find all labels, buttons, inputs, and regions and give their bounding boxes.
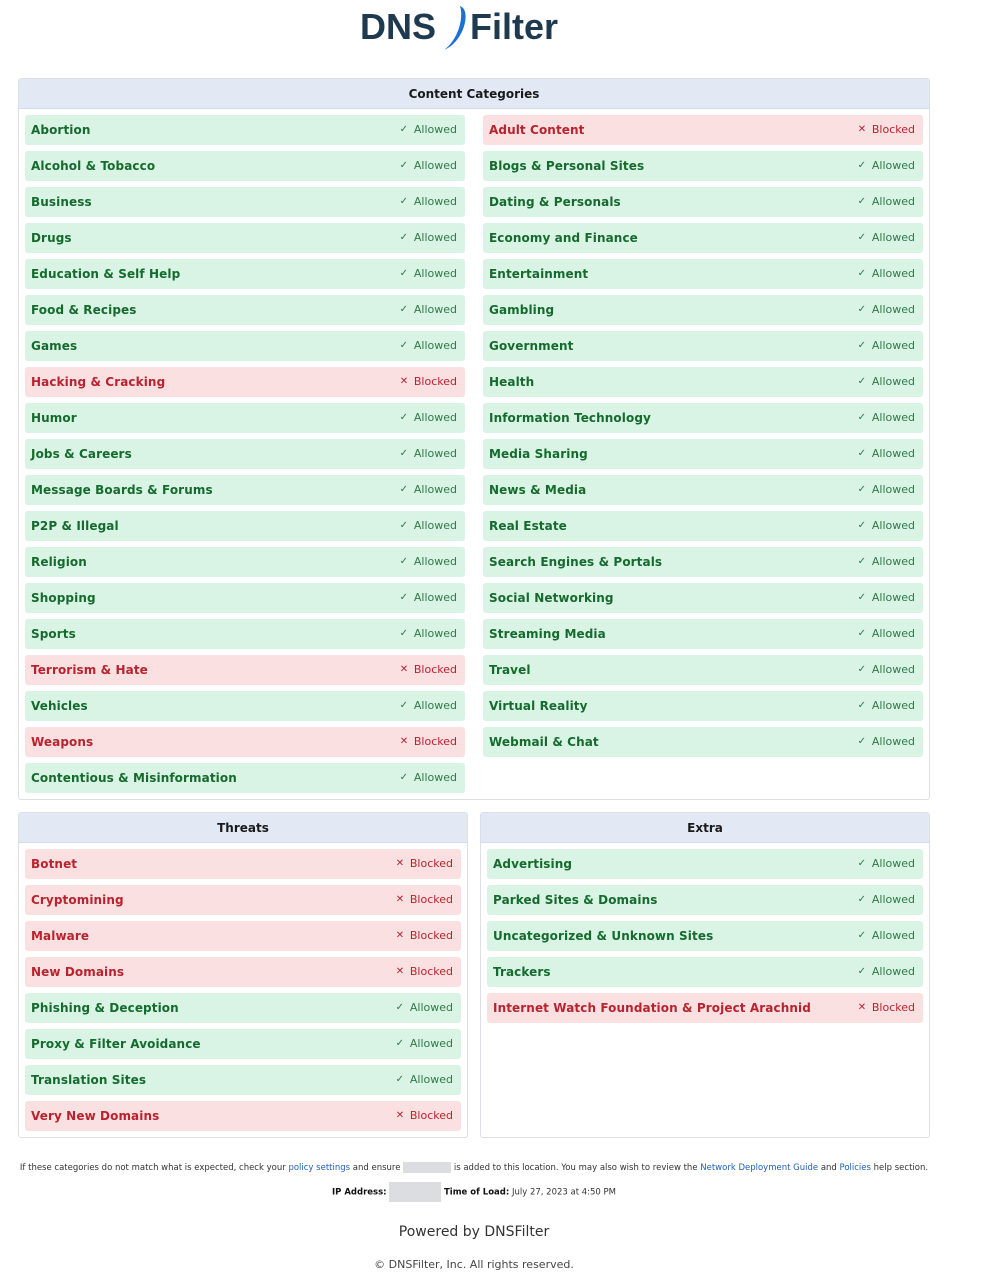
extra-panel bbox=[480, 812, 930, 1138]
category-label: Internet Watch Foundation & Project Arachnid bbox=[493, 1001, 811, 1015]
status-text: Allowed bbox=[413, 590, 457, 604]
network-deployment-guide-link[interactable]: Network Deployment Guide bbox=[700, 1163, 819, 1173]
check-icon: ✓ bbox=[399, 303, 409, 315]
status-badge bbox=[399, 555, 457, 568]
status-badge bbox=[857, 663, 915, 676]
status-badge bbox=[395, 1037, 453, 1050]
status-badge bbox=[395, 1109, 453, 1122]
category-label: Gambling bbox=[489, 303, 555, 317]
category-label: News & Media bbox=[489, 483, 587, 497]
category-label: Contentious & Misinformation bbox=[31, 771, 237, 785]
category-row bbox=[25, 885, 461, 915]
footer-text: and bbox=[820, 1163, 837, 1173]
category-label: Vehicles bbox=[31, 699, 88, 713]
check-icon: ✓ bbox=[857, 195, 867, 207]
status-badge bbox=[395, 1073, 453, 1086]
check-icon: ✓ bbox=[399, 267, 409, 279]
category-label: Jobs & Careers bbox=[31, 447, 132, 461]
category-row bbox=[25, 1101, 461, 1131]
category-label: Games bbox=[31, 339, 78, 353]
status-text: Allowed bbox=[409, 1036, 453, 1050]
logo-text-dns: DNS bbox=[360, 6, 437, 47]
x-icon: ✕ bbox=[395, 965, 405, 977]
category-row bbox=[483, 619, 923, 649]
logo-swoosh-icon bbox=[444, 6, 466, 50]
category-row bbox=[483, 187, 923, 217]
check-icon: ✓ bbox=[857, 375, 867, 387]
status-text: Blocked bbox=[871, 1000, 915, 1014]
check-icon: ✓ bbox=[399, 159, 409, 171]
category-label: Information Technology bbox=[489, 411, 651, 425]
status-text: Allowed bbox=[409, 1072, 453, 1086]
category-row bbox=[25, 331, 465, 361]
status-badge bbox=[399, 123, 457, 136]
category-label: Adult Content bbox=[489, 123, 585, 137]
time-of-load-label: Time of Load: bbox=[443, 1187, 510, 1198]
x-icon: ✕ bbox=[399, 375, 409, 387]
status-text: Allowed bbox=[413, 626, 457, 640]
redacted-ip bbox=[403, 1162, 451, 1173]
status-badge bbox=[395, 857, 453, 870]
status-text: Allowed bbox=[871, 964, 915, 978]
status-text: Allowed bbox=[871, 302, 915, 316]
status-badge bbox=[857, 627, 915, 640]
x-icon: ✕ bbox=[857, 123, 867, 135]
status-text: Allowed bbox=[413, 194, 457, 208]
category-label: Food & Recipes bbox=[31, 303, 137, 317]
category-row bbox=[483, 655, 923, 685]
status-text: Allowed bbox=[413, 122, 457, 136]
category-row bbox=[25, 727, 465, 757]
check-icon: ✓ bbox=[399, 447, 409, 459]
check-icon: ✓ bbox=[399, 699, 409, 711]
x-icon: ✕ bbox=[857, 1001, 867, 1013]
category-row bbox=[483, 151, 923, 181]
check-icon: ✓ bbox=[857, 303, 867, 315]
category-label: Economy and Finance bbox=[489, 231, 638, 245]
status-badge bbox=[399, 663, 457, 676]
status-badge bbox=[857, 411, 915, 424]
status-badge bbox=[857, 735, 915, 748]
extra-title: Extra bbox=[481, 813, 929, 843]
category-row bbox=[483, 583, 923, 613]
category-label: Religion bbox=[31, 555, 87, 569]
check-icon: ✓ bbox=[857, 483, 867, 495]
category-label: Health bbox=[489, 375, 535, 389]
check-icon: ✓ bbox=[399, 339, 409, 351]
status-text: Blocked bbox=[413, 734, 457, 748]
category-row bbox=[25, 259, 465, 289]
logo-text-filter: Filter bbox=[470, 6, 559, 47]
status-badge bbox=[399, 375, 457, 388]
check-icon: ✓ bbox=[857, 663, 867, 675]
category-label: Virtual Reality bbox=[489, 699, 588, 713]
category-label: Uncategorized & Unknown Sites bbox=[493, 929, 714, 943]
status-text: Allowed bbox=[871, 554, 915, 568]
status-text: Allowed bbox=[871, 928, 915, 942]
category-label: Phishing & Deception bbox=[31, 1001, 179, 1015]
x-icon: ✕ bbox=[399, 663, 409, 675]
policy-settings-link[interactable]: policy settings bbox=[288, 1163, 351, 1173]
category-label: New Domains bbox=[31, 965, 125, 979]
status-badge bbox=[857, 339, 915, 352]
category-row bbox=[25, 655, 465, 685]
ip-address-label: IP Address: bbox=[332, 1187, 387, 1198]
check-icon: ✓ bbox=[399, 411, 409, 423]
category-label: Media Sharing bbox=[489, 447, 588, 461]
status-badge bbox=[399, 627, 457, 640]
status-text: Allowed bbox=[871, 856, 915, 870]
category-row bbox=[483, 475, 923, 505]
category-row bbox=[25, 993, 461, 1023]
category-label: Drugs bbox=[31, 231, 72, 245]
status-text: Allowed bbox=[413, 554, 457, 568]
category-label: P2P & Illegal bbox=[31, 519, 119, 533]
status-badge bbox=[399, 159, 457, 172]
category-row bbox=[487, 885, 923, 915]
category-label: Real Estate bbox=[489, 519, 567, 533]
category-label: Travel bbox=[489, 663, 531, 677]
category-row bbox=[487, 849, 923, 879]
status-text: Allowed bbox=[413, 698, 457, 712]
status-badge bbox=[857, 159, 915, 172]
category-row bbox=[483, 511, 923, 541]
category-row bbox=[483, 367, 923, 397]
category-row bbox=[483, 403, 923, 433]
status-badge bbox=[857, 1001, 915, 1014]
category-label: Weapons bbox=[31, 735, 94, 749]
x-icon: ✕ bbox=[395, 857, 405, 869]
category-label: Entertainment bbox=[489, 267, 589, 281]
check-icon: ✓ bbox=[395, 1073, 405, 1085]
status-badge bbox=[395, 1001, 453, 1014]
status-badge bbox=[395, 929, 453, 942]
status-text: Allowed bbox=[409, 1000, 453, 1014]
status-badge bbox=[857, 929, 915, 942]
check-icon: ✓ bbox=[857, 965, 867, 977]
status-badge bbox=[857, 375, 915, 388]
status-text: Allowed bbox=[413, 338, 457, 352]
status-text: Allowed bbox=[871, 410, 915, 424]
status-badge bbox=[399, 735, 457, 748]
check-icon: ✓ bbox=[857, 555, 867, 567]
status-text: Allowed bbox=[871, 266, 915, 280]
category-label: Government bbox=[489, 339, 574, 353]
status-badge bbox=[399, 519, 457, 532]
status-text: Allowed bbox=[413, 410, 457, 424]
check-icon: ✓ bbox=[399, 771, 409, 783]
status-badge bbox=[395, 965, 453, 978]
category-row bbox=[25, 511, 465, 541]
check-icon: ✓ bbox=[857, 339, 867, 351]
category-row bbox=[25, 115, 465, 145]
status-badge bbox=[399, 771, 457, 784]
check-icon: ✓ bbox=[399, 627, 409, 639]
category-label: Education & Self Help bbox=[31, 267, 181, 281]
category-row bbox=[25, 187, 465, 217]
check-icon: ✓ bbox=[857, 591, 867, 603]
status-badge bbox=[857, 231, 915, 244]
category-row bbox=[483, 727, 923, 757]
status-badge bbox=[857, 519, 915, 532]
status-text: Blocked bbox=[409, 1108, 453, 1122]
content-categories-title: Content Categories bbox=[19, 79, 929, 109]
category-label: Streaming Media bbox=[489, 627, 606, 641]
status-text: Blocked bbox=[409, 856, 453, 870]
status-badge bbox=[395, 893, 453, 906]
category-row bbox=[483, 439, 923, 469]
category-row bbox=[25, 367, 465, 397]
category-row bbox=[483, 223, 923, 253]
category-row bbox=[483, 691, 923, 721]
status-badge bbox=[857, 483, 915, 496]
category-row bbox=[25, 1029, 461, 1059]
status-text: Allowed bbox=[413, 518, 457, 532]
status-badge bbox=[399, 303, 457, 316]
status-badge bbox=[857, 267, 915, 280]
check-icon: ✓ bbox=[857, 735, 867, 747]
footer-note bbox=[0, 1162, 948, 1173]
status-text: Allowed bbox=[871, 482, 915, 496]
check-icon: ✓ bbox=[857, 267, 867, 279]
category-label: Very New Domains bbox=[31, 1109, 160, 1123]
category-row bbox=[25, 151, 465, 181]
status-badge bbox=[857, 303, 915, 316]
check-icon: ✓ bbox=[857, 929, 867, 941]
category-row bbox=[25, 849, 461, 879]
category-row bbox=[25, 619, 465, 649]
status-text: Blocked bbox=[409, 928, 453, 942]
status-badge bbox=[857, 447, 915, 460]
status-badge bbox=[857, 965, 915, 978]
category-row bbox=[487, 993, 923, 1023]
check-icon: ✓ bbox=[857, 447, 867, 459]
x-icon: ✕ bbox=[395, 1109, 405, 1121]
check-icon: ✓ bbox=[857, 699, 867, 711]
category-label: Search Engines & Portals bbox=[489, 555, 663, 569]
policies-link[interactable]: Policies bbox=[839, 1163, 871, 1173]
copyright: © DNSFilter, Inc. All rights reserved. bbox=[374, 1258, 574, 1271]
status-text: Allowed bbox=[871, 698, 915, 712]
status-badge bbox=[399, 339, 457, 352]
category-label: Sports bbox=[31, 627, 76, 641]
dnsfilter-logo bbox=[360, 2, 588, 54]
status-text: Allowed bbox=[871, 230, 915, 244]
check-icon: ✓ bbox=[857, 231, 867, 243]
category-label: Advertising bbox=[493, 857, 573, 871]
time-of-load-value: July 27, 2023 at 4:50 PM bbox=[511, 1187, 616, 1198]
status-text: Allowed bbox=[871, 626, 915, 640]
category-label: Terrorism & Hate bbox=[31, 663, 148, 677]
status-text: Allowed bbox=[413, 158, 457, 172]
status-text: Allowed bbox=[871, 374, 915, 388]
x-icon: ✕ bbox=[399, 735, 409, 747]
status-text: Blocked bbox=[413, 662, 457, 676]
status-text: Allowed bbox=[871, 518, 915, 532]
category-label: Shopping bbox=[31, 591, 96, 605]
category-label: Business bbox=[31, 195, 92, 209]
category-label: Dating & Personals bbox=[489, 195, 621, 209]
category-row bbox=[487, 957, 923, 987]
status-text: Allowed bbox=[413, 266, 457, 280]
category-row bbox=[483, 547, 923, 577]
category-row bbox=[483, 295, 923, 325]
category-row bbox=[483, 259, 923, 289]
threats-panel bbox=[18, 812, 468, 1138]
status-badge bbox=[399, 447, 457, 460]
redacted-ip-address bbox=[389, 1182, 441, 1202]
category-row bbox=[25, 295, 465, 325]
x-icon: ✕ bbox=[395, 893, 405, 905]
category-row bbox=[25, 1065, 461, 1095]
check-icon: ✓ bbox=[857, 519, 867, 531]
status-badge bbox=[857, 555, 915, 568]
category-row bbox=[483, 331, 923, 361]
status-text: Allowed bbox=[871, 662, 915, 676]
category-label: Abortion bbox=[31, 123, 91, 137]
status-badge bbox=[399, 195, 457, 208]
category-row bbox=[25, 583, 465, 613]
category-row bbox=[25, 439, 465, 469]
status-badge bbox=[857, 591, 915, 604]
footer-text: help section. bbox=[873, 1163, 929, 1173]
category-label: Proxy & Filter Avoidance bbox=[31, 1037, 201, 1051]
status-text: Blocked bbox=[871, 122, 915, 136]
category-row bbox=[25, 403, 465, 433]
status-text: Blocked bbox=[413, 374, 457, 388]
status-badge bbox=[399, 267, 457, 280]
footer-text: If these categories do not match what is expected, check your bbox=[19, 1163, 286, 1173]
status-text: Allowed bbox=[413, 302, 457, 316]
status-text: Allowed bbox=[871, 734, 915, 748]
check-icon: ✓ bbox=[857, 159, 867, 171]
status-text: Allowed bbox=[871, 892, 915, 906]
category-row bbox=[25, 223, 465, 253]
content-categories-panel bbox=[18, 78, 930, 800]
status-text: Blocked bbox=[409, 892, 453, 906]
category-label: Hacking & Cracking bbox=[31, 375, 166, 389]
category-label: Alcohol & Tobacco bbox=[31, 159, 156, 173]
category-label: Parked Sites & Domains bbox=[493, 893, 658, 907]
check-icon: ✓ bbox=[399, 195, 409, 207]
check-icon: ✓ bbox=[399, 483, 409, 495]
check-icon: ✓ bbox=[857, 411, 867, 423]
check-icon: ✓ bbox=[399, 123, 409, 135]
status-badge bbox=[857, 195, 915, 208]
check-icon: ✓ bbox=[399, 231, 409, 243]
status-badge bbox=[857, 857, 915, 870]
status-text: Blocked bbox=[409, 964, 453, 978]
status-text: Allowed bbox=[871, 590, 915, 604]
powered-by: Powered by DNSFilter bbox=[398, 1224, 550, 1240]
category-label: Malware bbox=[31, 929, 90, 943]
category-label: Social Networking bbox=[489, 591, 614, 605]
category-row bbox=[487, 921, 923, 951]
status-text: Allowed bbox=[871, 158, 915, 172]
footer-text: and ensure bbox=[352, 1163, 401, 1173]
status-badge bbox=[857, 699, 915, 712]
status-text: Allowed bbox=[413, 770, 457, 784]
status-badge bbox=[399, 231, 457, 244]
status-text: Allowed bbox=[871, 446, 915, 460]
status-badge bbox=[399, 411, 457, 424]
status-badge bbox=[857, 893, 915, 906]
check-icon: ✓ bbox=[399, 555, 409, 567]
check-icon: ✓ bbox=[399, 519, 409, 531]
status-text: Allowed bbox=[413, 446, 457, 460]
check-icon: ✓ bbox=[857, 627, 867, 639]
category-row bbox=[25, 921, 461, 951]
category-label: Trackers bbox=[493, 965, 551, 979]
category-label: Cryptomining bbox=[31, 893, 124, 907]
category-label: Webmail & Chat bbox=[489, 735, 599, 749]
status-text: Allowed bbox=[871, 338, 915, 352]
category-row bbox=[25, 763, 465, 793]
status-text: Allowed bbox=[413, 230, 457, 244]
status-badge bbox=[399, 483, 457, 496]
status-badge bbox=[399, 591, 457, 604]
check-icon: ✓ bbox=[395, 1001, 405, 1013]
status-text: Allowed bbox=[871, 194, 915, 208]
category-label: Blogs & Personal Sites bbox=[489, 159, 645, 173]
check-icon: ✓ bbox=[857, 857, 867, 869]
footer-text: is added to this location. You may also wish to review the bbox=[453, 1163, 698, 1173]
category-label: Botnet bbox=[31, 857, 78, 871]
category-label: Message Boards & Forums bbox=[31, 483, 213, 497]
category-row bbox=[25, 957, 461, 987]
x-icon: ✕ bbox=[395, 929, 405, 941]
threats-title: Threats bbox=[19, 813, 467, 843]
category-row bbox=[25, 475, 465, 505]
check-icon: ✓ bbox=[399, 591, 409, 603]
category-row bbox=[483, 115, 923, 145]
status-text: Allowed bbox=[413, 482, 457, 496]
category-label: Translation Sites bbox=[31, 1073, 147, 1087]
status-badge bbox=[399, 699, 457, 712]
category-row bbox=[25, 547, 465, 577]
check-icon: ✓ bbox=[857, 893, 867, 905]
status-badge bbox=[857, 123, 915, 136]
check-icon: ✓ bbox=[395, 1037, 405, 1049]
ip-time-line bbox=[0, 1182, 948, 1202]
category-row bbox=[25, 691, 465, 721]
category-label: Humor bbox=[31, 411, 77, 425]
